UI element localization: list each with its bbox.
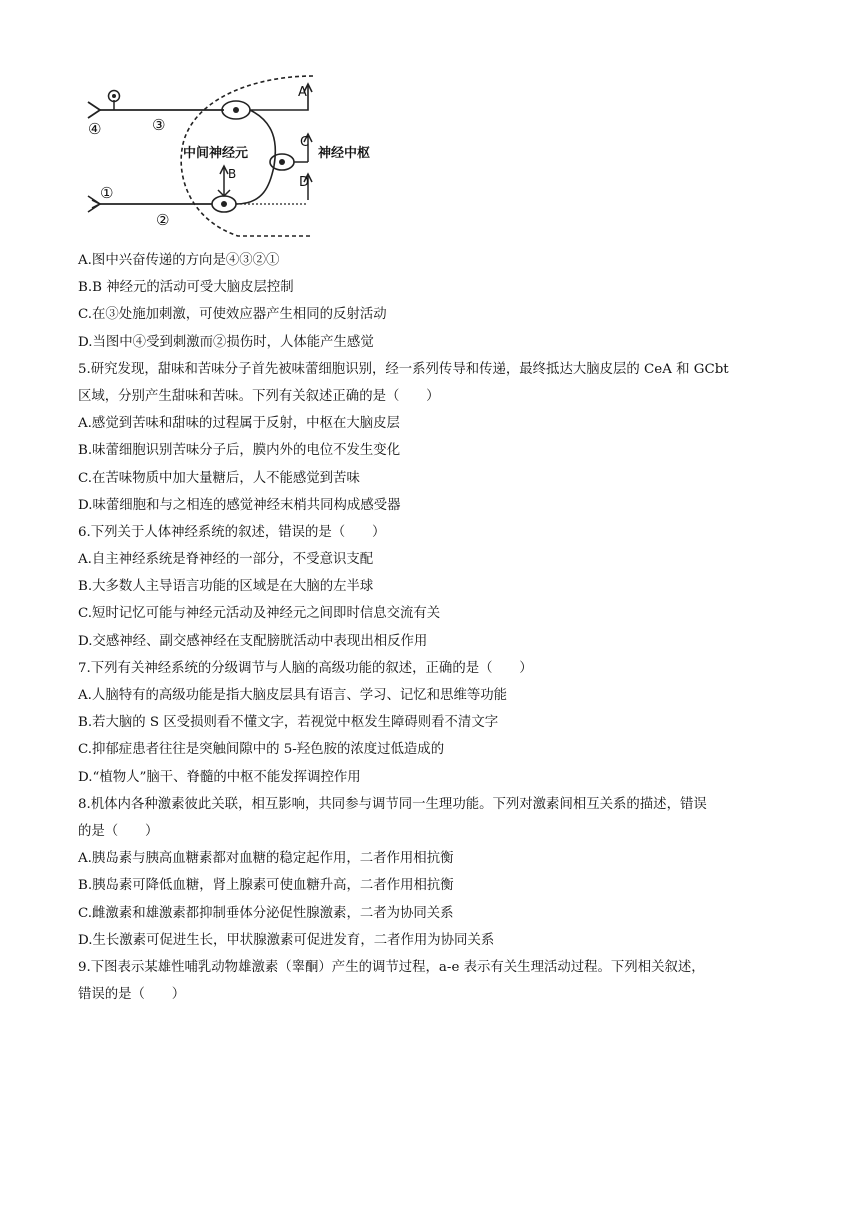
text-line: B.大多数人主导语言功能的区域是在大脑的左半球 [78, 579, 374, 595]
text-line: A.自主神经系统是脊神经的一部分，不受意识支配 [78, 552, 374, 568]
label-1: ① [100, 184, 114, 202]
label-nerve-center: 神经中枢 [318, 146, 371, 161]
text-line: A.感觉到苦味和甜味的过程属于反射，中枢在大脑皮层 [78, 416, 400, 432]
text-line: 8.机体内各种激素彼此关联，相互影响，共同参与调节同一生理功能。下列对激素间相互关系的描述，错误 [78, 796, 707, 812]
text-line: D.“植物人”脑干、脊髓的中枢不能发挥调控作用 [78, 769, 361, 785]
label-2: ② [156, 211, 170, 229]
reflex-arc-figure [78, 70, 388, 238]
text-line: B.胰岛素可降低血糖，肾上腺素可使血糖升高，二者作用相抗衡 [78, 878, 454, 894]
text-line: B.味蕾细胞识别苦味分子后，膜内外的电位不发生变化 [78, 443, 401, 459]
text-line: 6.下列关于人体神经系统的叙述，错误的是（ ） [78, 524, 386, 540]
reflex-arc-diagram [78, 70, 388, 238]
label-D: D [299, 175, 310, 190]
label-interneuron: 中间神经元 [183, 146, 249, 161]
text-line: A.胰岛素与胰高血糖素都对血糖的稳定起作用，二者作用相抗衡 [78, 851, 454, 867]
question-text [78, 247, 786, 1008]
text-line: 区域，分别产生甜味和苦味。下列有关叙述正确的是（ ） [78, 388, 440, 404]
label-B: B [228, 167, 237, 181]
text-line: A.图中兴奋传递的方向是④③②① [78, 253, 280, 268]
text-line: 9.下图表示某雄性哺乳动物雄激素（睾酮）产生的调节过程，a-e 表示有关生理活动过程。下列相关叙述， [78, 959, 705, 975]
label-C: C [300, 135, 310, 150]
label-A: A [298, 85, 307, 100]
text-line: D.交感神经、副交感神经在支配膀胱活动中表现出相反作用 [78, 633, 428, 649]
text-line: 的是（ ） [78, 823, 159, 839]
text-line: B.若大脑的 S 区受损则看不懂文字，若视觉中枢发生障碍则看不清文字 [78, 715, 499, 731]
text-line: C.在苦味物质中加大量糖后，人不能感觉到苦味 [78, 470, 360, 486]
text-line: C.在③处施加刺激，可使效应器产生相同的反射活动 [78, 307, 387, 323]
text-line: C.抑郁症患者往往是突触间隙中的 5-羟色胺的浓度过低造成的 [78, 742, 445, 758]
text-line: 错误的是（ ） [78, 987, 186, 1003]
effector-ending [88, 102, 100, 118]
text-line: A.人脑特有的高级功能是指大脑皮层具有语言、学习、记忆和思维等功能 [78, 688, 508, 703]
text-line: D.当图中④受到刺激而②损伤时，人体能产生感觉 [78, 334, 374, 350]
text-line: D.味蕾细胞和与之相连的感觉神经末梢共同构成感受器 [78, 497, 401, 513]
receptor-ending [88, 196, 100, 212]
label-3: ③ [152, 116, 166, 134]
text-line: C.雌激素和雄激素都抑制垂体分泌促性腺激素，二者为协同关系 [78, 905, 454, 921]
label-4: ④ [88, 120, 102, 138]
text-line: 5.研究发现，甜味和苦味分子首先被味蕾细胞识别，经一系列传导和传递，最终抵达大脑皮层的 CeA 和 GCbt [78, 361, 729, 377]
text-line: C.短时记忆可能与神经元活动及神经元之间即时信息交流有关 [78, 606, 441, 622]
text-line: 7.下列有关神经系统的分级调节与人脑的高级功能的叙述，正确的是（ ） [78, 660, 533, 676]
text-line: D.生长激素可促进生长，甲状腺激素可促进发育，二者作用为协同关系 [78, 932, 495, 948]
text-line: B.B 神经元的活动可受大脑皮层控制 [78, 280, 294, 296]
